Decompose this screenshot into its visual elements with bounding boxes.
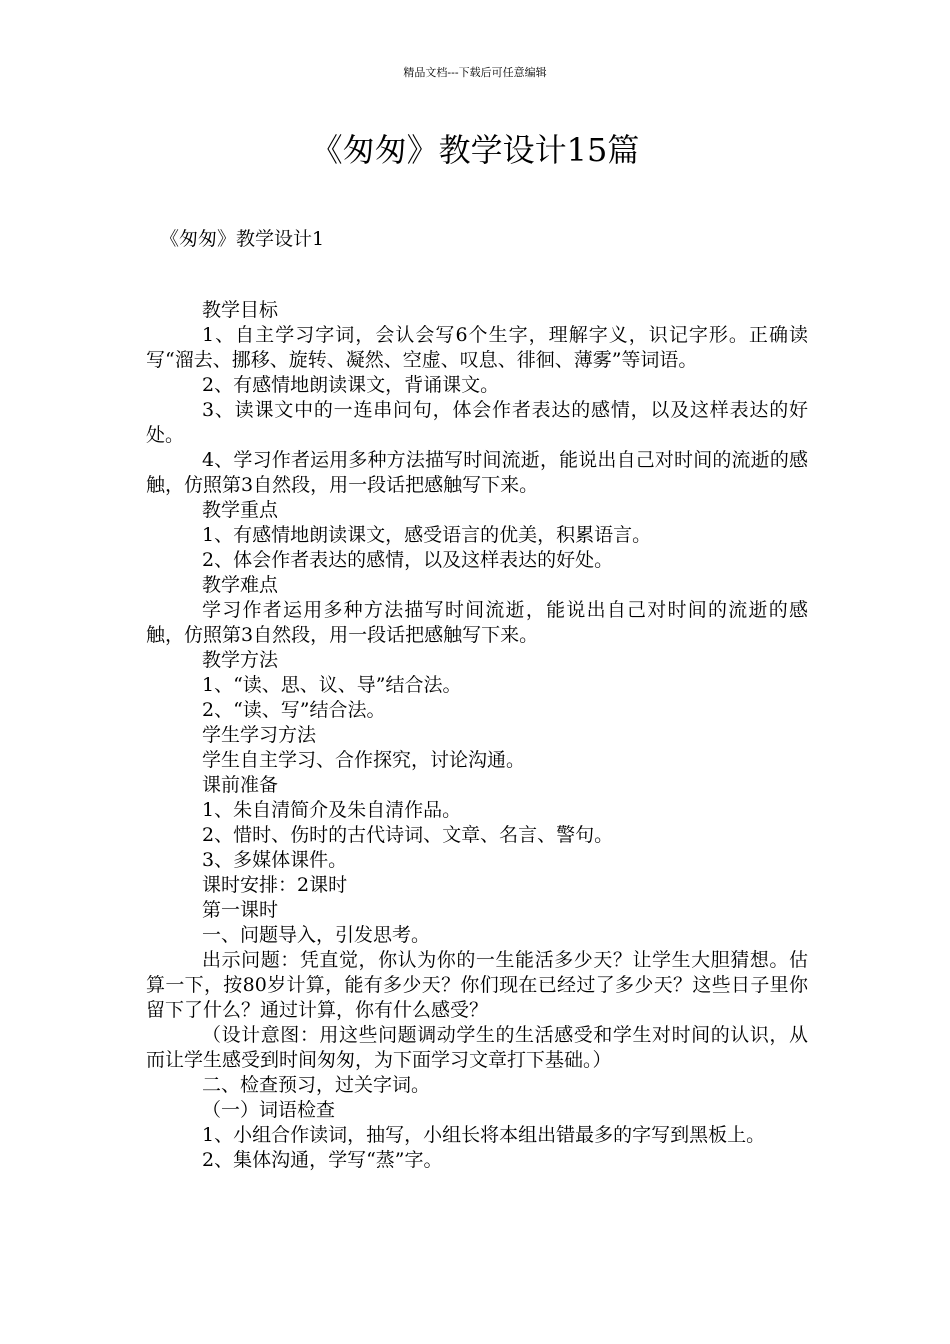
paragraph-difficulty: 学习作者运用多种方法描写时间流逝，能说出自己对时间的流逝的感触，仿照第3自然段，用一段话把感触写下来。 [146, 599, 808, 646]
paragraph-step-1: 一、问题导入，引发思考。 [202, 924, 431, 946]
heading-key-points: 教学重点 [202, 499, 279, 521]
paragraph-prep-3: 3、多媒体课件。 [202, 849, 348, 871]
paragraph-prep-1: 1、朱自清简介及朱自清作品。 [202, 799, 462, 821]
paragraph-key-point-1: 1、有感情地朗读课文，感受语言的优美，积累语言。 [202, 524, 652, 546]
paragraph-word-check: （一）词语检查 [202, 1099, 336, 1121]
paragraph-key-point-2: 2、体会作者表达的感情，以及这样表达的好处。 [202, 549, 614, 571]
paragraph-method-2: 2、“读、写”结合法。 [202, 699, 386, 721]
paragraph-goal-2: 2、有感情地朗读课文，背诵课文。 [202, 374, 500, 396]
paragraph-design-intent: （设计意图：用这些问题调动学生的生活感受和学生对时间的认识，从而让学生感受到时间匆匆，为下面学习文章打下基础。） [146, 1024, 808, 1071]
heading-student-methods: 学生学习方法 [202, 724, 317, 746]
document-body [146, 298, 808, 1173]
paragraph-prep-2: 2、惜时、伤时的古代诗词、文章、名言、警句。 [202, 824, 614, 846]
heading-difficulties: 教学难点 [202, 574, 279, 596]
heading-preparation: 课前准备 [202, 774, 279, 796]
section-title: 《匆匆》教学设计1 [160, 228, 325, 250]
paragraph-goal-1: 1、自主学习字词，会认会写6个生字，理解字义，识记字形。正确读写“溜去、挪移、旋转、凝然、空虚、叹息、徘徊、薄雾”等词语。 [146, 324, 808, 371]
paragraph-method-1: 1、“读、思、议、导”结合法。 [202, 674, 462, 696]
paragraph-step-2: 二、检查预习，过关字词。 [202, 1074, 431, 1096]
paragraph-word-check-2: 2、集体沟通，学写“蒸”字。 [202, 1149, 443, 1171]
page-header-note: 精品文档---下载后可任意编辑 [403, 66, 547, 79]
heading-teaching-goals: 教学目标 [202, 299, 279, 321]
paragraph-schedule: 课时安排：2课时 [202, 874, 348, 896]
paragraph-goal-4: 4、学习作者运用多种方法描写时间流逝，能说出自己对时间的流逝的感触，仿照第3自然段，用一段话把感触写下来。 [146, 449, 808, 496]
paragraph-questions: 出示问题：凭直觉，你认为你的一生能活多少天？让学生大胆猜想。估算一下，按80岁计算，能有多少天？你们现在已经过了多少天？这些日子里你留下了什么？通过计算，你有什么感受？ [146, 949, 808, 1021]
paragraph-goal-3: 3、读课文中的一连串问句，体会作者表达的感情，以及这样表达的好处。 [146, 399, 808, 446]
document-title: 《匆匆》教学设计15篇 [310, 131, 640, 169]
paragraph-word-check-1: 1、小组合作读词，抽写，小组长将本组出错最多的字写到黑板上。 [202, 1124, 766, 1146]
paragraph-student-methods: 学生自主学习、合作探究，讨论沟通。 [202, 749, 526, 771]
heading-methods: 教学方法 [202, 649, 279, 671]
heading-first-lesson: 第一课时 [202, 899, 279, 921]
